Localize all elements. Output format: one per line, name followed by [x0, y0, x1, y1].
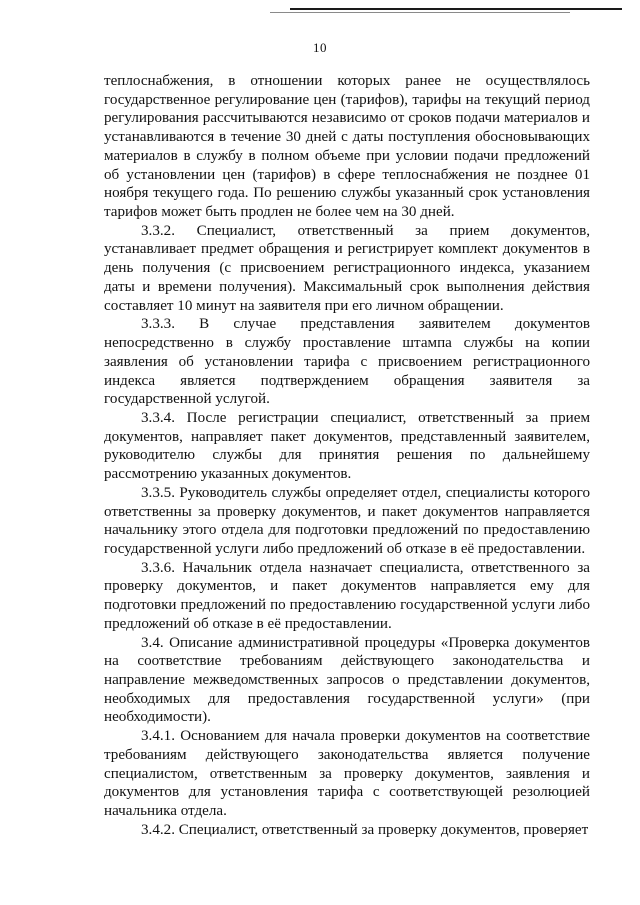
paragraph-3-3-5: 3.3.5. Руководитель службы определяет отдел, специалисты которого ответственны за проверку документов, и пакет документов направляется начальнику этого отдела для подготовки предложений по предоставлению государственной услуги либо предложений об отказе в её предоставлении. — [104, 484, 590, 557]
paragraph-continuation: теплоснабжения, в отношении которых ранее не осуществлялось государственное регулирование цен (тарифов), тарифы на текущий период регулирования рассчитываются независимо от сроков подачи материалов и устанавливаются в течение 30 дней с даты поступления обосновывающих материалов в службу в полном объеме при условии подачи предложений об установлении цен (тарифов) в сфере теплоснабжения не позднее 01 ноября текущего года. По решению службы указанный срок установления тарифов может быть продлен не более чем на 30 дней. — [104, 73, 590, 221]
document-body — [104, 72, 590, 839]
paragraph-3-4-2: 3.4.2. Специалист, ответственный за проверку документов, проверяет — [141, 821, 589, 838]
paragraph-3-3-4: 3.3.4. После регистрации специалист, ответственный за прием документов, направляет пакет документов, представленный заявителем, руководителю службы для принятия решения по дальнейшему рассмотрению указанных документов. — [104, 409, 590, 483]
paragraph-3-3-2: 3.3.2. Специалист, ответственный за прием документов, устанавливает предмет обращения и регистрирует комплект документов в день получения (с присвоением регистрационного индекса, указанием даты и времени получения). Максимальный срок выполнения действия составляет 10 минут на заявителя при его личном обращении. — [104, 222, 590, 314]
paragraph-3-4: 3.4. Описание административной процедуры «Проверка документов на соответствие требованиям действующего законодательства и направление межведомственных запросов о представлении документов, необходимых для предоставления государственной услуги» (при необходимости). — [104, 634, 590, 726]
top-scan-rule-thin — [270, 12, 570, 13]
paragraph-3-3-3: 3.3.3. В случае представления заявителем документов непосредственно в службу проставление штампа службы на копии заявления об установлении тарифа с присвоением регистрационного индекса является подтверждением обращения заявителя за государственной услугой. — [104, 316, 590, 408]
paragraph-3-4-1: 3.4.1. Основанием для начала проверки документов на соответствие требованиям действующего законодательства является получение специалистом, ответственным за проверку документов, заявления и документов для установления тарифа с соответствующей резолюцией начальника отдела. — [104, 728, 590, 820]
paragraph-3-3-6: 3.3.6. Начальник отдела назначает специалиста, ответственного за проверку документов, и пакет документов направляется ему для подготовки предложений по предоставлению государственной услуги либо предложений об отказе в её предоставлении. — [104, 559, 590, 632]
page-number: 10 — [313, 40, 327, 55]
top-scan-rule — [290, 8, 622, 10]
